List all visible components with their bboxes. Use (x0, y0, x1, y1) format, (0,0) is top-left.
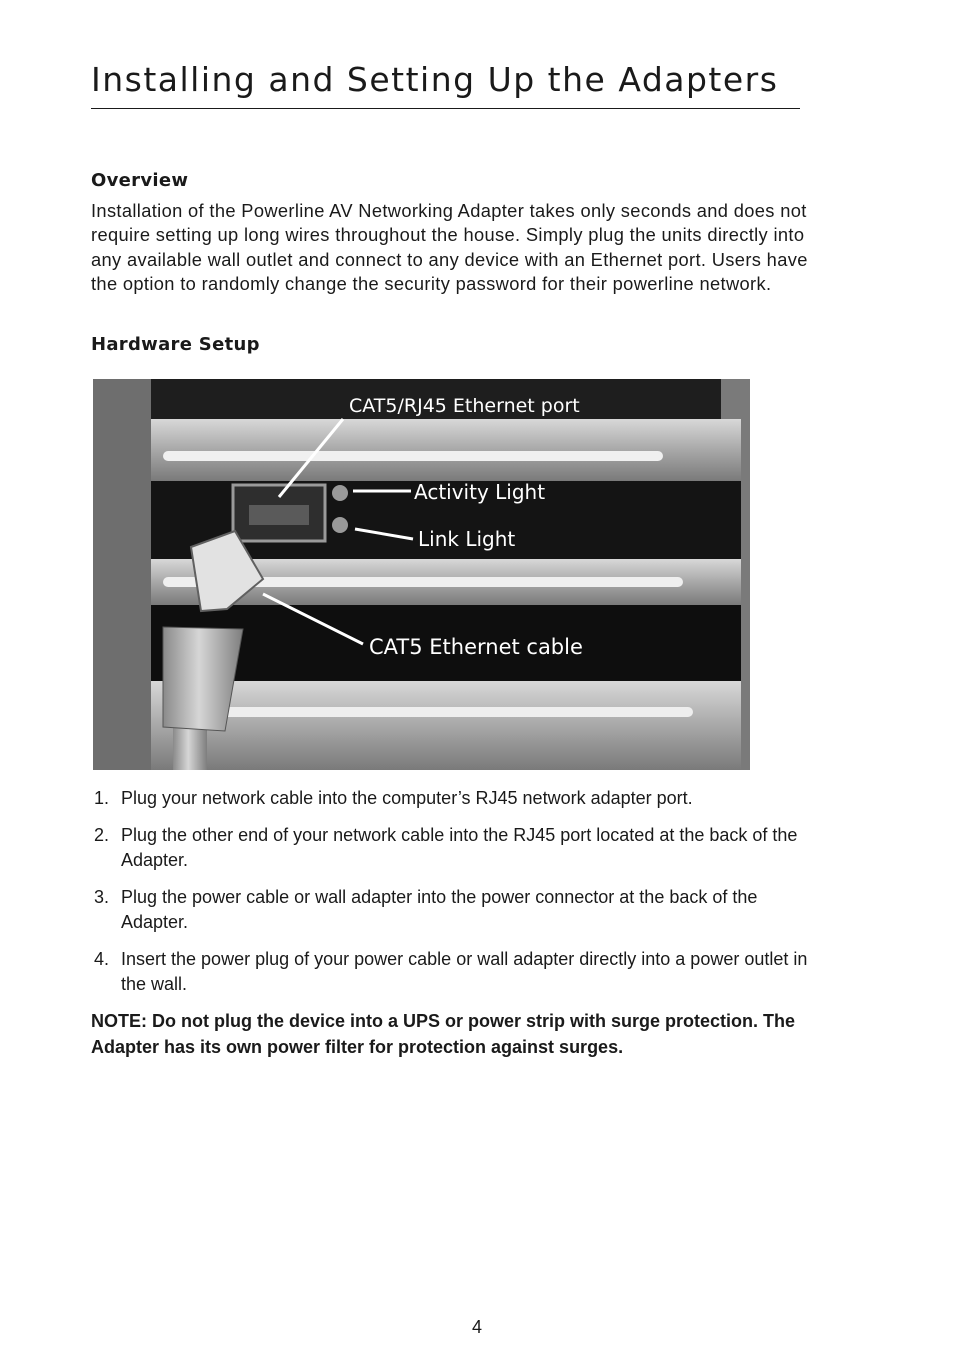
page-title: Installing and Setting Up the Adapters (91, 60, 779, 99)
overview-heading: Overview (91, 170, 189, 191)
overview-paragraph: Installation of the Powerline AV Networking Adapter takes only seconds and does not require setting up long wires throughout the house. Simply plug the units directly into any available wall outlet and connect to any device with an Ethernet port. Users have the option to randomly change the security password for their powerline network. (91, 200, 808, 295)
surge-protection-note: NOTE: Do not plug the device into a UPS or power strip with surge protection. The Adapter has its own power filter for protection against surges. (91, 1011, 796, 1057)
slot-bracket-3 (151, 681, 741, 770)
step-number: 3. (94, 887, 110, 907)
step-text: Plug the power cable or wall adapter into the power connector at the back of the Adapter. (121, 887, 758, 932)
label-link-light: Link Light (418, 527, 516, 551)
step-number: 1. (94, 788, 110, 808)
list-item (91, 823, 821, 873)
label-ethernet-port: CAT5/RJ45 Ethernet port (349, 395, 580, 417)
chassis-left-edge (93, 379, 151, 770)
link-led (332, 517, 348, 533)
list-item (91, 947, 821, 997)
rj45-port-pins (249, 505, 309, 525)
activity-led (332, 485, 348, 501)
step-number: 2. (94, 825, 110, 845)
step-text: Insert the power plug of your power cable or wall adapter directly into a power outlet in the wall. (121, 949, 808, 994)
slot-bracket-1-groove (163, 451, 663, 461)
list-item (91, 786, 821, 811)
step-text: Plug your network cable into the computer’s RJ45 network adapter port. (121, 788, 693, 808)
step-text: Plug the other end of your network cable into the RJ45 port located at the back of the Adapter. (121, 825, 798, 870)
list-item (91, 885, 821, 935)
slot-bracket-1 (151, 419, 741, 481)
hardware-setup-heading: Hardware Setup (91, 334, 260, 355)
page-number: 4 (471, 1317, 482, 1337)
label-ethernet-cable: CAT5 Ethernet cable (369, 635, 583, 659)
step-number: 4. (94, 949, 110, 969)
slot-bracket-3-groove (163, 707, 693, 717)
title-divider (91, 108, 800, 109)
setup-steps-list (91, 786, 821, 1009)
hardware-setup-photo (93, 379, 750, 770)
label-activity-light: Activity Light (414, 480, 546, 504)
